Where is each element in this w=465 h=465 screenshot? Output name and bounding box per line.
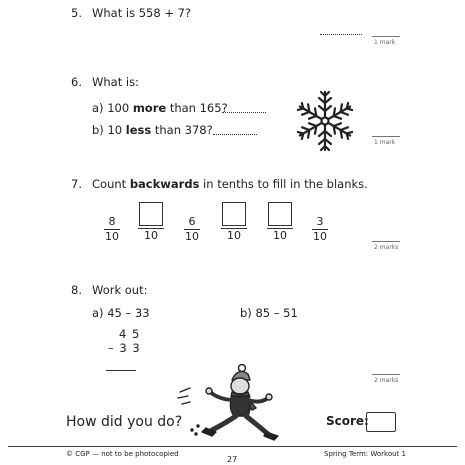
q8a-expr: 45 – 33 <box>107 306 150 320</box>
q8b-expr: 85 – 51 <box>255 306 298 320</box>
q6-mark-line <box>372 136 400 137</box>
q8-marks: 2 marks <box>374 377 399 384</box>
q6a-post: than 165? <box>166 101 228 115</box>
q8a-answer-line[interactable] <box>106 370 136 371</box>
page-number: 27 <box>227 455 238 464</box>
fraction-answer-box[interactable] <box>139 202 163 226</box>
q7-post: in tenths to fill in the blanks. <box>199 177 368 191</box>
fraction-3-10 <box>312 216 328 243</box>
q6b-line <box>92 123 213 137</box>
q7-text <box>92 177 368 191</box>
q8a-working-top: 4 5 <box>119 327 141 341</box>
q6a-label: a) <box>92 101 104 115</box>
q6b-bold: less <box>125 123 152 137</box>
fraction-numerator: 6 <box>188 215 196 228</box>
section-label: Spring Term: Workout 1 <box>324 450 406 458</box>
score-label: Score: <box>326 414 369 428</box>
q6-number: 6. <box>71 75 82 89</box>
fraction-6-10 <box>184 216 200 243</box>
q5-mark-line <box>372 36 400 37</box>
footer-divider <box>8 446 457 447</box>
q7-bold: backwards <box>129 177 200 191</box>
q8a-working-bottom: – 3 3 <box>108 341 141 355</box>
q7-mark-line <box>372 241 400 242</box>
q6a-line <box>92 101 228 115</box>
score-box[interactable] <box>366 412 396 432</box>
fraction-denominator: 10 <box>144 229 158 242</box>
q6a-bold: more <box>132 101 167 115</box>
q5-answer-blank[interactable] <box>320 34 362 35</box>
q6b-post: than 378? <box>151 123 213 137</box>
q8-number: 8. <box>71 283 82 297</box>
fraction-blank-2 <box>221 202 247 242</box>
q7-marks: 2 marks <box>374 244 399 251</box>
fraction-numerator: 3 <box>316 215 324 228</box>
fraction-denominator: 10 <box>313 230 327 243</box>
q5-number: 5. <box>71 6 82 20</box>
fraction-blank-1 <box>138 202 164 242</box>
q6b-pre: 10 <box>107 123 126 137</box>
q8a-label: a) <box>92 306 104 320</box>
q8b-label: b) <box>240 306 252 320</box>
snowflake-icon <box>292 88 358 154</box>
q6-marks: 1 mark <box>374 139 396 146</box>
q5-marks: 1 mark <box>374 39 396 46</box>
fraction-answer-box[interactable] <box>268 202 292 226</box>
q6-text: What is: <box>92 75 139 89</box>
q6b-label: b) <box>92 123 104 137</box>
how-did-you-do-label: How did you do? <box>66 414 183 430</box>
q8-text: Work out: <box>92 283 148 297</box>
fraction-denominator: 10 <box>227 229 241 242</box>
q6a-pre: 100 <box>107 101 133 115</box>
q8b-line <box>240 306 298 320</box>
q5-text: What is 558 + 7? <box>92 6 192 20</box>
skating-figure-illustration <box>176 364 288 442</box>
q7-number: 7. <box>71 177 82 191</box>
q6a-answer-blank[interactable] <box>222 112 266 113</box>
q8-mark-line <box>372 374 400 375</box>
copyright-text: © CGP — not to be photocopied <box>66 450 179 458</box>
q6b-answer-blank[interactable] <box>213 134 257 135</box>
fraction-8-10 <box>104 216 120 243</box>
fraction-denominator: 10 <box>273 229 287 242</box>
fraction-denominator: 10 <box>185 230 199 243</box>
q7-pre: Count <box>92 177 130 191</box>
q8a-line <box>92 306 150 320</box>
fraction-numerator: 8 <box>108 215 116 228</box>
fraction-blank-3 <box>267 202 293 242</box>
fraction-denominator: 10 <box>105 230 119 243</box>
fraction-answer-box[interactable] <box>222 202 246 226</box>
